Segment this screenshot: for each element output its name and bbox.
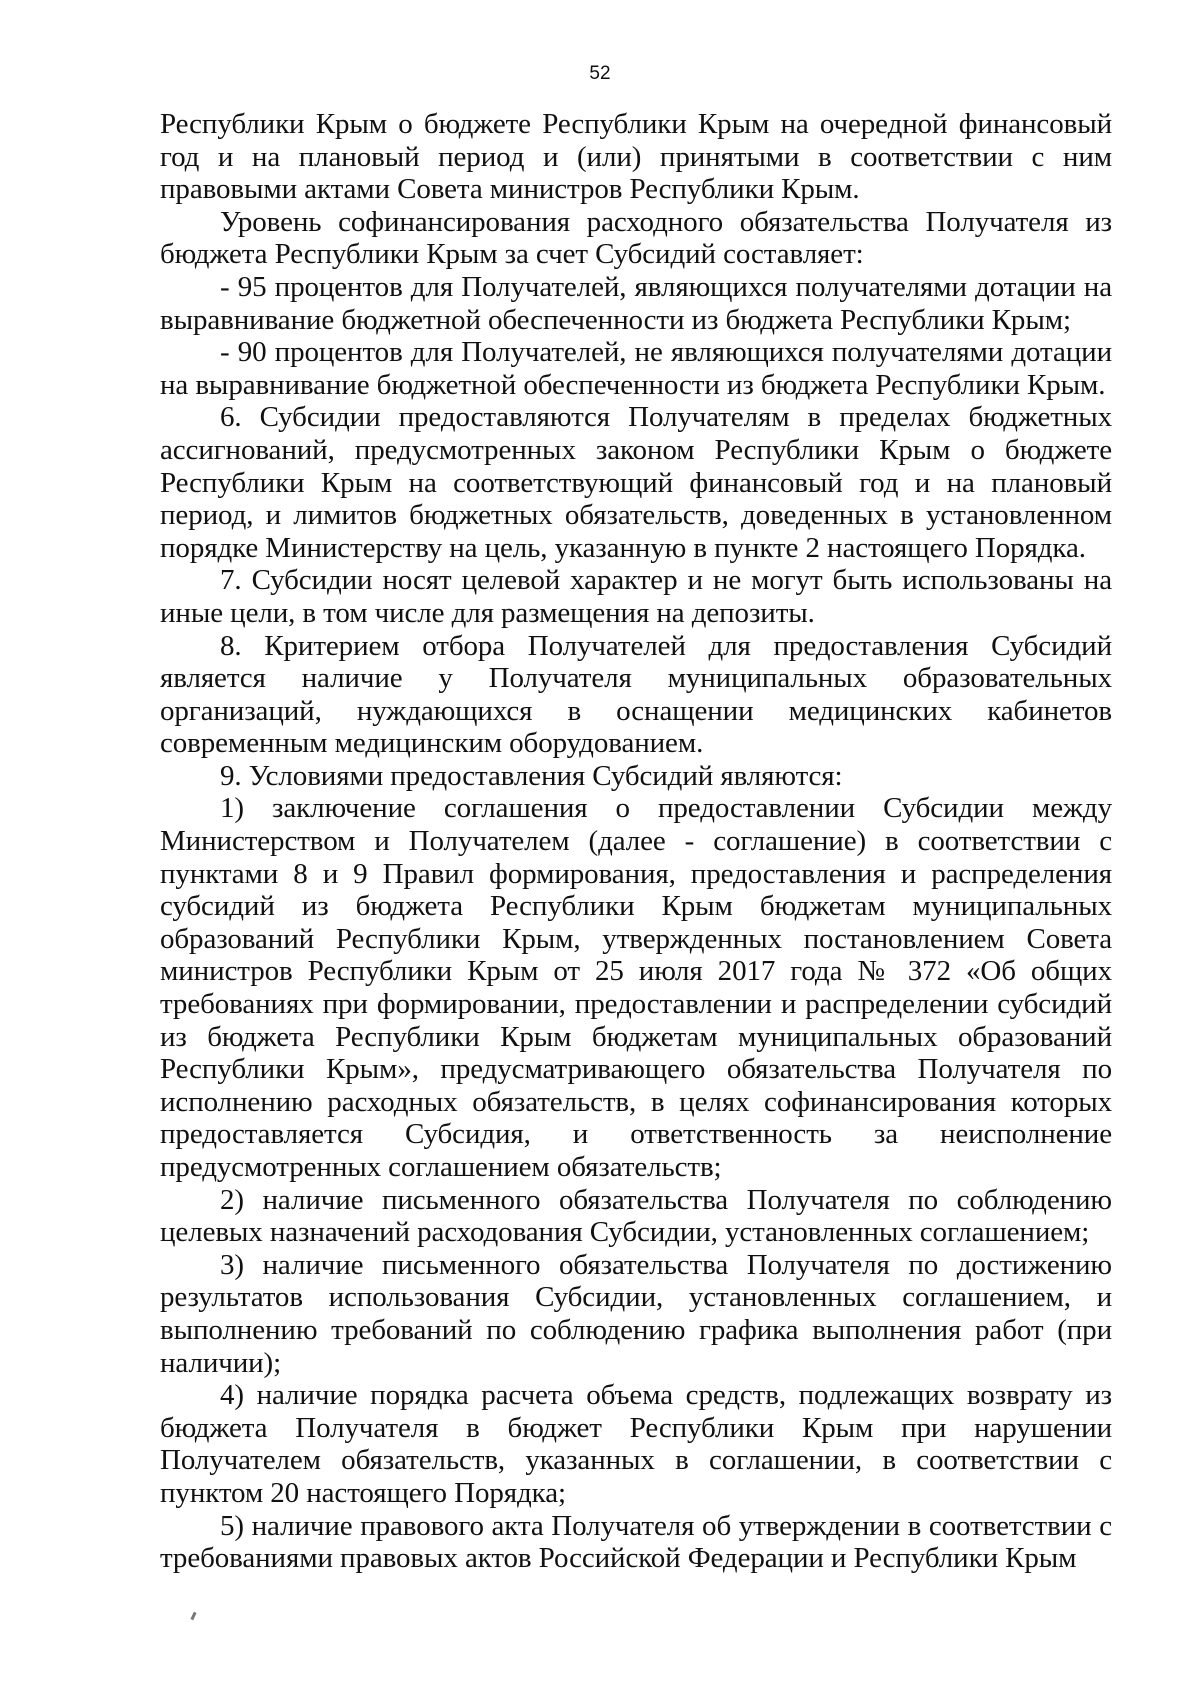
paragraph-item-7: 7. Субсидии носят целевой характер и не могут быть использованы на иные цели, в том числе для размещения на депозиты. (160, 564, 1112, 629)
paragraph-item-6: 6. Субсидии предоставляются Получателям в пределах бюджетных ассигнований, предусмотренных законом Республики Крым о бюджете Республики Крым на соответствующий финансовый год и на плановый период, и лимитов бюджетных обязательств, доведенных в установленном порядке Министерству на цель, указанную в пункте 2 настоящего Порядка. (160, 401, 1112, 564)
paragraph-item-8: 8. Критерием отбора Получателей для предоставления Субсидий является наличие у Получателя муниципальных образовательных организаций, нуждающихся в оснащении медицинских кабинетов современным медицинским оборудованием. (160, 629, 1112, 760)
paragraph-condition-1: 1) заключение соглашения о предоставлении Субсидии между Министерством и Получателем (далее - соглашение) в соответствии с пунктами 8 и 9 Правил формирования, предоставления и распределения субсидий из бюджета Республики Крым бюджетам муниципальных образований Республики Крым, утвержденных постановлением Совета министров Республики Крым от 25 июля 2017 года № 372 «Об общих требованиях при формировании, предоставлении и распределении субсидий из бюджета Республики Крым бюджетам муниципальных образований Республики Крым», предусматривающего обязательства Получателя по исполнению расходных обязательств, в целях софинансирования которых предоставляется Субсидия, и ответственность за неисполнение предусмотренных соглашением обязательств; (160, 792, 1112, 1183)
paragraph-condition-2: 2) наличие письменного обязательства Получателя по соблюдению целевых назначений расходования Субсидии, установленных соглашением; (160, 1183, 1112, 1249)
document-body (160, 108, 1112, 1575)
paragraph-90-percent: - 90 процентов для Получателей, не являющихся получателями дотации на выравнивание бюджетной обеспеченности из бюджета Республики Крым. (160, 336, 1112, 401)
page-number: 52 (589, 63, 611, 84)
paragraph-condition-5: 5) наличие правового акта Получателя об утверждении в соответствии с требованиями правовых актов Российской Федерации и Республики Крым (160, 1509, 1112, 1575)
paragraph-cofinancing-level: Уровень софинансирования расходного обязательства Получателя из бюджета Республики Крым за счет Субсидий составляет: (160, 205, 1112, 271)
paragraph-condition-3: 3) наличие письменного обязательства Получателя по достижению результатов использования Субсидии, установленных соглашением, и выполнению требований по соблюдению графика выполнения работ (при наличии); (160, 1248, 1112, 1379)
paragraph-95-percent: - 95 процентов для Получателей, являющихся получателями дотации на выравнивание бюджетной обеспеченности из бюджета Республики Крым; (160, 270, 1112, 336)
paragraph-continuation: Республики Крым о бюджете Республики Крым на очередной финансовый год и на плановый период и (или) принятыми в соответствии с ним правовыми актами Совета министров Республики Крым. (160, 108, 1112, 206)
paragraph-condition-4: 4) наличие порядка расчета объема средств, подлежащих возврату из бюджета Получателя в бюджет Республики Крым при нарушении Получателем обязательств, указанных в соглашении, в соответствии с пунктом 20 настоящего Порядка; (160, 1379, 1112, 1509)
scan-speck (190, 1612, 196, 1621)
paragraph-item-9: 9. Условиями предоставления Субсидий являются: (220, 759, 843, 792)
